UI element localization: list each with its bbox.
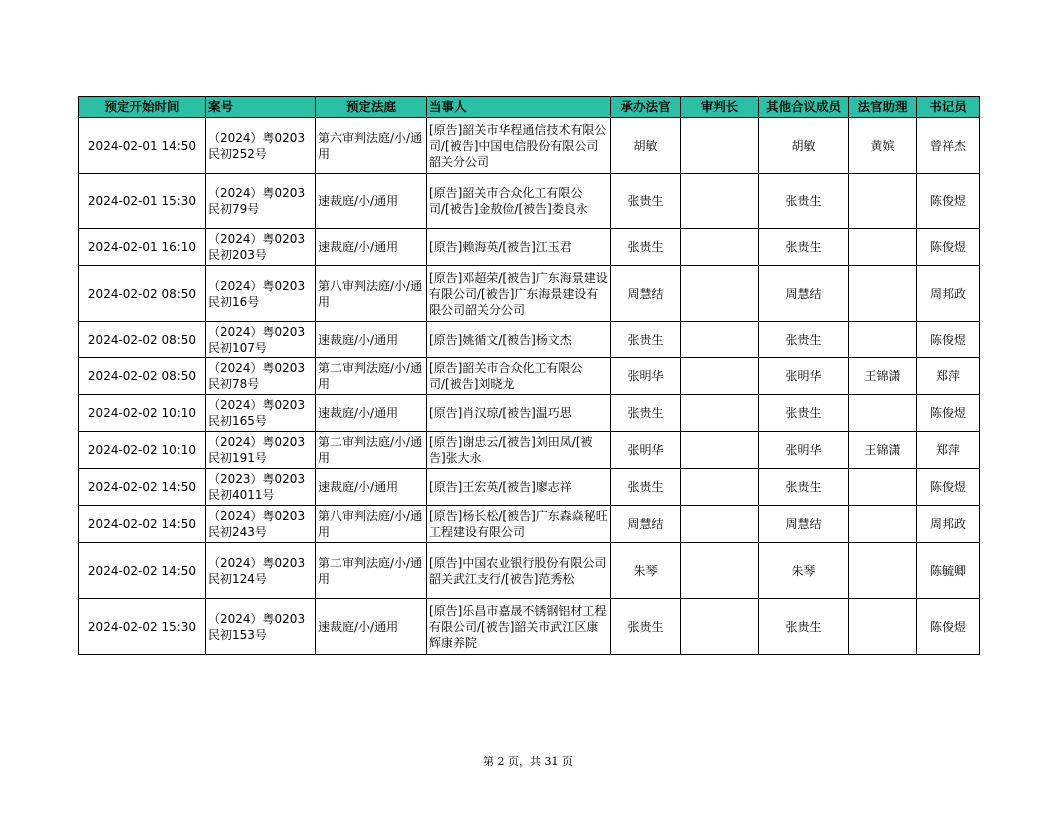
cell-judge-assistant bbox=[849, 395, 917, 432]
cell-parties: [原告]赖海英/[被告]江玉君 bbox=[427, 229, 611, 266]
cell-other-members: 朱琴 bbox=[759, 543, 849, 599]
cell-presiding-judge bbox=[681, 229, 759, 266]
cell-parties: [原告]王宏英/[被告]廖志祥 bbox=[427, 469, 611, 506]
cell-other-members: 张贵生 bbox=[759, 174, 849, 229]
cell-parties: [原告]谢忠云/[被告]刘田凤/[被告]张大永 bbox=[427, 432, 611, 469]
cell-start-time: 2024-02-02 08:50 bbox=[79, 322, 206, 358]
cell-judge-assistant: 王锦潇 bbox=[849, 432, 917, 469]
header-start-time: 预定开始时间 bbox=[79, 97, 206, 118]
cell-court: 速裁庭/小/通用 bbox=[316, 174, 427, 229]
cell-court: 速裁庭/小/通用 bbox=[316, 599, 427, 655]
table-row bbox=[79, 469, 980, 506]
cell-clerk: 陈俊煜 bbox=[917, 174, 980, 229]
cell-case-number: （2024）粤0203民初78号 bbox=[206, 358, 316, 395]
cell-presiding-judge bbox=[681, 506, 759, 543]
table-row bbox=[79, 395, 980, 432]
cell-judge: 胡敏 bbox=[611, 118, 681, 174]
cell-court: 第八审判法庭/小/通用 bbox=[316, 266, 427, 322]
cell-court: 速裁庭/小/通用 bbox=[316, 469, 427, 506]
table-row bbox=[79, 266, 980, 322]
table-row bbox=[79, 432, 980, 469]
table-row bbox=[79, 506, 980, 543]
table-row bbox=[79, 322, 980, 358]
header-clerk: 书记员 bbox=[917, 97, 980, 118]
cell-clerk: 陈毓卿 bbox=[917, 543, 980, 599]
table-header-row bbox=[79, 97, 980, 118]
table-row bbox=[79, 174, 980, 229]
cell-presiding-judge bbox=[681, 322, 759, 358]
cell-judge-assistant bbox=[849, 543, 917, 599]
cell-clerk: 周邦政 bbox=[917, 266, 980, 322]
cell-clerk: 曾祥杰 bbox=[917, 118, 980, 174]
cell-start-time: 2024-02-02 08:50 bbox=[79, 358, 206, 395]
cell-parties: [原告]韶关市合众化工有限公司/[被告]刘晓龙 bbox=[427, 358, 611, 395]
cell-case-number: （2024）粤0203民初203号 bbox=[206, 229, 316, 266]
header-other-members: 其他合议成员 bbox=[759, 97, 849, 118]
cell-court: 第二审判法庭/小/通用 bbox=[316, 432, 427, 469]
cell-judge-assistant bbox=[849, 229, 917, 266]
cell-parties: [原告]邓超荣/[被告]广东海景建设有限公司/[被告]广东海景建设有限公司韶关分公司 bbox=[427, 266, 611, 322]
cell-judge-assistant: 黄嫔 bbox=[849, 118, 917, 174]
cell-presiding-judge bbox=[681, 543, 759, 599]
cell-start-time: 2024-02-01 16:10 bbox=[79, 229, 206, 266]
cell-parties: [原告]姚循文/[被告]杨文杰 bbox=[427, 322, 611, 358]
cell-parties: [原告]乐昌市嘉晟不锈钢铝材工程有限公司/[被告]韶关市武江区康辉康养院 bbox=[427, 599, 611, 655]
cell-other-members: 张明华 bbox=[759, 358, 849, 395]
cell-court: 速裁庭/小/通用 bbox=[316, 322, 427, 358]
cell-presiding-judge bbox=[681, 266, 759, 322]
table-row bbox=[79, 543, 980, 599]
cell-court: 第二审判法庭/小/通用 bbox=[316, 358, 427, 395]
cell-other-members: 胡敏 bbox=[759, 118, 849, 174]
cell-clerk: 陈俊煜 bbox=[917, 469, 980, 506]
table-row bbox=[79, 118, 980, 174]
header-case-number: 案号 bbox=[206, 97, 316, 118]
cell-case-number: （2024）粤0203民初243号 bbox=[206, 506, 316, 543]
cell-parties: [原告]韶关市华程通信技术有限公司/[被告]中国电信股份有限公司韶关分公司 bbox=[427, 118, 611, 174]
cell-judge: 周慧结 bbox=[611, 266, 681, 322]
cell-parties: [原告]韶关市合众化工有限公司/[被告]金敖俭/[被告]娄良永 bbox=[427, 174, 611, 229]
cell-presiding-judge bbox=[681, 432, 759, 469]
cell-presiding-judge bbox=[681, 469, 759, 506]
header-parties: 当事人 bbox=[427, 97, 611, 118]
cell-start-time: 2024-02-02 10:10 bbox=[79, 395, 206, 432]
cell-judge-assistant bbox=[849, 469, 917, 506]
cell-court: 第六审判法庭/小/通用 bbox=[316, 118, 427, 174]
cell-clerk: 郑萍 bbox=[917, 432, 980, 469]
page-number-footer: 第 2 页，共 31 页 bbox=[483, 755, 573, 768]
cell-start-time: 2024-02-02 10:10 bbox=[79, 432, 206, 469]
cell-other-members: 张明华 bbox=[759, 432, 849, 469]
cell-other-members: 张贵生 bbox=[759, 469, 849, 506]
cell-judge-assistant bbox=[849, 174, 917, 229]
table-row bbox=[79, 358, 980, 395]
cell-other-members: 张贵生 bbox=[759, 229, 849, 266]
cell-judge: 张贵生 bbox=[611, 599, 681, 655]
cell-judge: 朱琴 bbox=[611, 543, 681, 599]
cell-start-time: 2024-02-02 08:50 bbox=[79, 266, 206, 322]
cell-judge-assistant bbox=[849, 322, 917, 358]
cell-clerk: 郑萍 bbox=[917, 358, 980, 395]
cell-judge-assistant bbox=[849, 599, 917, 655]
cell-clerk: 周邦政 bbox=[917, 506, 980, 543]
header-presiding-judge: 审判长 bbox=[681, 97, 759, 118]
cell-start-time: 2024-02-02 15:30 bbox=[79, 599, 206, 655]
cell-case-number: （2024）粤0203民初79号 bbox=[206, 174, 316, 229]
cell-case-number: （2024）粤0203民初252号 bbox=[206, 118, 316, 174]
cell-judge: 张贵生 bbox=[611, 229, 681, 266]
cell-parties: [原告]中国农业银行股份有限公司韶关武江支行/[被告]范秀松 bbox=[427, 543, 611, 599]
header-court: 预定法庭 bbox=[316, 97, 427, 118]
cell-start-time: 2024-02-02 14:50 bbox=[79, 543, 206, 599]
cell-case-number: （2024）粤0203民初16号 bbox=[206, 266, 316, 322]
cell-judge-assistant bbox=[849, 506, 917, 543]
cell-judge: 张明华 bbox=[611, 432, 681, 469]
cell-case-number: （2024）粤0203民初191号 bbox=[206, 432, 316, 469]
cell-other-members: 张贵生 bbox=[759, 395, 849, 432]
cell-parties: [原告]肖汉琼/[被告]温巧思 bbox=[427, 395, 611, 432]
cell-case-number: （2024）粤0203民初165号 bbox=[206, 395, 316, 432]
cell-other-members: 周慧结 bbox=[759, 266, 849, 322]
table-row bbox=[79, 229, 980, 266]
cell-other-members: 张贵生 bbox=[759, 599, 849, 655]
cell-start-time: 2024-02-01 15:30 bbox=[79, 174, 206, 229]
cell-presiding-judge bbox=[681, 118, 759, 174]
cell-court: 第八审判法庭/小/通用 bbox=[316, 506, 427, 543]
cell-judge: 张明华 bbox=[611, 358, 681, 395]
header-judge-assistant: 法官助理 bbox=[849, 97, 917, 118]
cell-court: 速裁庭/小/通用 bbox=[316, 395, 427, 432]
cell-judge: 张贵生 bbox=[611, 174, 681, 229]
cell-clerk: 陈俊煜 bbox=[917, 322, 980, 358]
cell-other-members: 张贵生 bbox=[759, 322, 849, 358]
hearing-schedule-table bbox=[78, 96, 980, 655]
cell-judge: 张贵生 bbox=[611, 395, 681, 432]
cell-case-number: （2024）粤0203民初124号 bbox=[206, 543, 316, 599]
cell-start-time: 2024-02-02 14:50 bbox=[79, 469, 206, 506]
cell-clerk: 陈俊煜 bbox=[917, 599, 980, 655]
cell-presiding-judge bbox=[681, 395, 759, 432]
cell-court: 速裁庭/小/通用 bbox=[316, 229, 427, 266]
header-judge: 承办法官 bbox=[611, 97, 681, 118]
cell-presiding-judge bbox=[681, 358, 759, 395]
cell-judge: 张贵生 bbox=[611, 322, 681, 358]
cell-judge-assistant: 王锦潇 bbox=[849, 358, 917, 395]
cell-court: 第二审判法庭/小/通用 bbox=[316, 543, 427, 599]
cell-judge-assistant bbox=[849, 266, 917, 322]
table-row bbox=[79, 599, 980, 655]
cell-other-members: 周慧结 bbox=[759, 506, 849, 543]
cell-parties: [原告]杨长松/[被告]广东森焱秘旺工程建设有限公司 bbox=[427, 506, 611, 543]
cell-start-time: 2024-02-02 14:50 bbox=[79, 506, 206, 543]
cell-case-number: （2024）粤0203民初153号 bbox=[206, 599, 316, 655]
cell-case-number: （2023）粤0203民初4011号 bbox=[206, 469, 316, 506]
cell-clerk: 陈俊煜 bbox=[917, 395, 980, 432]
cell-presiding-judge bbox=[681, 599, 759, 655]
cell-judge: 张贵生 bbox=[611, 469, 681, 506]
cell-start-time: 2024-02-01 14:50 bbox=[79, 118, 206, 174]
cell-presiding-judge bbox=[681, 174, 759, 229]
cell-case-number: （2024）粤0203民初107号 bbox=[206, 322, 316, 358]
cell-clerk: 陈俊煜 bbox=[917, 229, 980, 266]
cell-judge: 周慧结 bbox=[611, 506, 681, 543]
